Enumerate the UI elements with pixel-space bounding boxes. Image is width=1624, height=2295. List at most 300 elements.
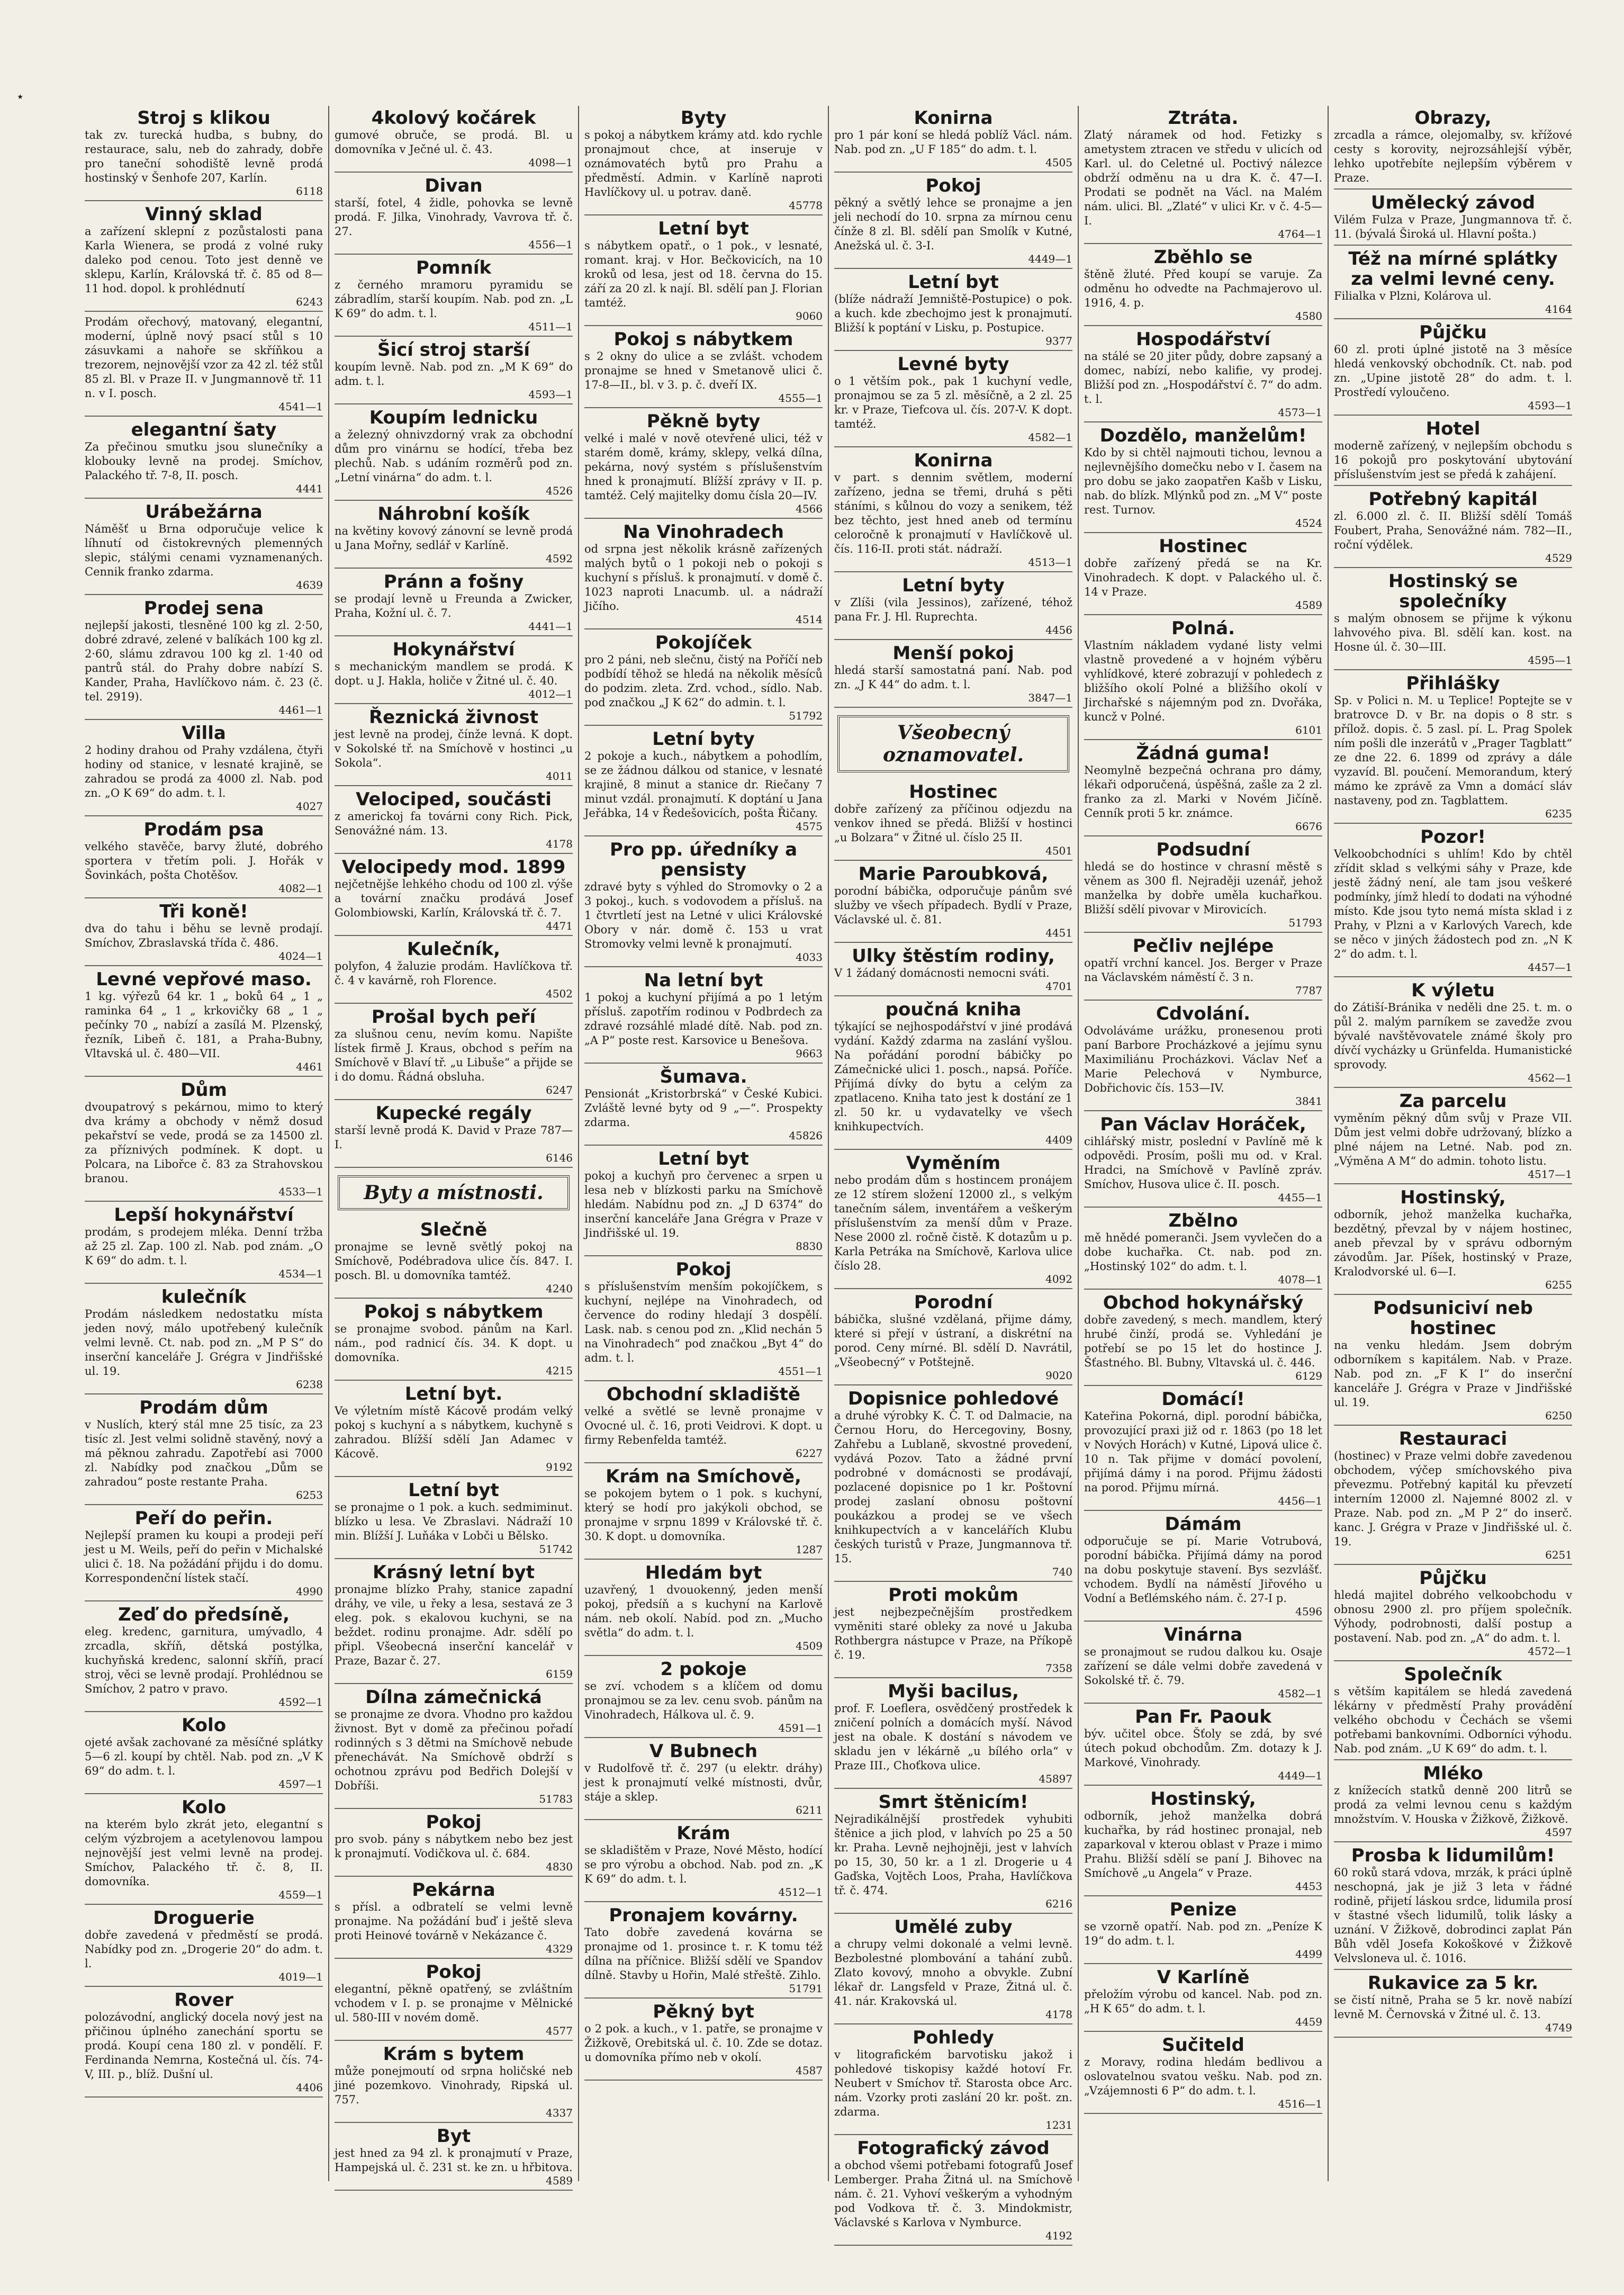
ad-code: 4033 bbox=[796, 951, 823, 964]
ad-code: 4449—1 bbox=[1278, 1769, 1322, 1782]
ad-text: s mechanickým mandlem se prodá. K dopt. u J. Hakla, holiče v Žitné ul. č. 40. bbox=[335, 660, 573, 687]
classified-ad bbox=[335, 1300, 573, 1381]
ad-title: Obrazy, bbox=[1414, 107, 1492, 129]
ad-text: Kdo by si chtěl najmouti tichou, levnou a nejlevnějšího domečku nebo v I. časem na pro dobu se jako zaopatřen Kašb v Lisku, nab. do blízk. Mlýnků pod zn. „M V“ poste rest. Turnov. bbox=[1084, 446, 1322, 516]
ad-title: Levné byty bbox=[897, 354, 1009, 375]
ad-code: 4441 bbox=[296, 482, 323, 495]
ad-code: 4455—1 bbox=[1278, 1191, 1322, 1204]
classified-ad bbox=[834, 1290, 1072, 1385]
ad-title: Pěkný byt bbox=[653, 2001, 754, 2022]
ad-text: cihlářský mistr, poslední v Pavlíně mě k odpovědi. Prosím, pošli mu od. v Kral. Hradci, na Smíchově v Pavlíně zpráv. Smíchov, Husova ulice č. II. posch. bbox=[1084, 1135, 1322, 1191]
ad-title: V Bubnech bbox=[649, 1741, 758, 1762]
ad-title: Hostinský se společníky bbox=[1388, 571, 1518, 612]
ad-text: 60 zl. proti úplné jistotě na 3 měsíce hledá venkovský obchodník. Ct. nab. pod zn. „Upine jistotě 28“ do adm. t. l. Prostředí vyloučeno. bbox=[1334, 343, 1572, 399]
classified-ad bbox=[1084, 106, 1322, 244]
ad-text: Vilém Fulza v Praze, Jungmannova tř. č. 11. (bývalá Široká ul. Hlavní pošta.) bbox=[1334, 213, 1572, 240]
ad-code: 4749 bbox=[1545, 2021, 1572, 2034]
ad-title: Pohledy bbox=[913, 2027, 994, 2048]
ad-text: nejčetnějše lehkého chodu od 100 zl. výše a tovární značku prodává Josef Golombiowski, Karlín, Královská tř. č. 7. bbox=[335, 878, 573, 919]
ad-title: V Karlíně bbox=[1157, 1967, 1250, 1988]
ad-code: 4514 bbox=[796, 613, 823, 626]
ad-code: 51792 bbox=[789, 709, 823, 722]
ad-code: 6101 bbox=[1295, 724, 1322, 736]
classified-ad bbox=[335, 2124, 573, 2191]
ad-text: v Zlíši (vila Jessinos), zařízené, téhož pana Fr. J. Hl. Ruprechta. bbox=[834, 596, 1072, 623]
newspaper-page bbox=[79, 106, 1577, 2242]
classified-ad bbox=[335, 502, 573, 569]
ad-text: polyfon, 4 žaluzie prodám. Havlíčkova tř. č. 4 v kavárně, roh Florence. bbox=[335, 960, 573, 987]
classified-ad bbox=[1084, 245, 1322, 326]
ad-text: polozávodní, anglický docela nový jest na přičinou úplného zanechání sportu se prodá. Koupí cena 180 zl. v pondělí. F. Ferdinanda Nemrna, Kostečná ul. čís. 74-V, III. p., blíž. Dušní ul. bbox=[85, 2011, 323, 2081]
ad-text: jest levně na prodej, čínže levná. K dopt. v Sokolské tř. na Smíchově v hostinci „u Sokola“. bbox=[335, 728, 573, 769]
ad-text: a obchod všemi potřebami fotografů Josef Lemberger. Praha Žitná ul. na Smíchově nám. č. 21. Vyhoví veškerým a vyhodným pod Vodkova tř. č. 3. Mindokmistr, Václavské s Karlova v Nymburce. bbox=[834, 2159, 1072, 2229]
classified-ad bbox=[834, 174, 1072, 269]
ad-title: Umělecký závod bbox=[1370, 192, 1536, 213]
ad-text: pokoj a kuchyň pro červenec a srpen u lesa neb v blízkosti parku na Smíchově hledám. Nabídnu pod zn. „J D 6374“ do inserční kanceláře Jana Grégra v Praze v Jindřišské ul. 19. bbox=[584, 1169, 823, 1239]
classified-ad bbox=[834, 573, 1072, 640]
classified-ad bbox=[584, 1147, 823, 1256]
ad-title: Domácí! bbox=[1161, 1389, 1245, 1410]
classified-ad bbox=[335, 705, 573, 786]
ad-text: elegantní, pěkně opatřený, se zvláštním vchodem v I. p. se pronajme v Mělnické ul. 580-III v novém domě. bbox=[335, 1983, 573, 2024]
ad-text: v litografickém barvotisku jakož i pohledové tiskopisy každé hotoví Fr. Neubert v Smíchov tř. Starosta obce Arc. nám. Vzorky proti zaslání 20 kr. pošt. zn. zdarma. bbox=[834, 2048, 1072, 2118]
column-4 bbox=[828, 106, 1078, 2242]
ad-text: eleg. kredenc, garnitura, umývadlo, 4 zrcadla, skříň, dětská postýlka, kuchyňská kredenc, salonní skříň, prací stroj, věci se levně prodají. Prohlédnou se Smíchov, 2 patro v pravo. bbox=[85, 1625, 323, 1695]
classified-ad bbox=[584, 727, 823, 836]
ad-title: Letní byt bbox=[408, 1480, 499, 1501]
ad-text: hledá se do hostince v chrasní městě s věnem as 300 fl. Nejraději uzenář, jehož manželka by dobře uměla kuchařkou. Bližší sdělí pivovar v Mirovicích. bbox=[1084, 860, 1322, 916]
ad-text: odborník, jehož manželka kuchařka, bezdětný, převzal by v nájem hostinec, aneb převzal by v správu odborným závodům. Jar. Píšek, hostinský v Praze, Kralodvorské ul. 6—I. bbox=[1334, 1208, 1572, 1278]
ad-text: pronajme se levně světlý pokoj na Smíchově, Podébradova ulice čís. 847. I. posch. Bl. u domovníka tamtéž. bbox=[335, 1240, 573, 1282]
ad-title: Krám s bytem bbox=[383, 2044, 525, 2065]
ad-code: 51742 bbox=[539, 1543, 573, 1555]
ad-text: Sp. v Polici n. M. u Teplice! Poptejte se v bratrovce D. v Br. na dopis o 8 str. s přílož. dopis. č. 5 zasl. pí. L. Prag Spolek ním pošli dle inzerátů v „Prager Tagblatt“ ze dne 22. 6. 1899 od zprávy a dále vyzavíd. Bl. poučení. Memorandum, který mámo ke zprávě za Vmn a domácí sláv nastaveny, pod zn. Tagblattem. bbox=[1334, 694, 1572, 807]
classified-ad bbox=[85, 721, 323, 816]
ad-title: Dozdělo, manželům! bbox=[1099, 425, 1307, 446]
ad-title: Villa bbox=[182, 723, 226, 744]
ad-title: Dámám bbox=[1165, 1514, 1242, 1535]
classified-ad bbox=[1084, 616, 1322, 740]
classified-ad bbox=[85, 967, 323, 1077]
ad-text: o 1 větším pok., pak 1 kuchyní vedle, pronajmou se za 5 zl. měsíčně, a 2 zl. 25 kr. v Praze, Tiefcova ul. čís. 207-V. K dopt. tamtéž. bbox=[834, 375, 1072, 430]
ad-text: z Moravy, rodina hledám bedlivou a oslovatelnou svatou vešku. Nab. pod zn. „Vzájemnosti 6 P“ do adm. t. l. bbox=[1084, 2056, 1322, 2097]
ad-text: pro 2 páni, neb slečnu, čistý na Poříčí neb podbídí těhož se hledá na několik měsíců do podzim. zleta. Zrd. vchod., sídlo. Nab. pod značkou „J K 62“ do admin. t. l. bbox=[584, 653, 823, 709]
ad-text: s pokoj a nábytkem krámy atd. kdo rychle pronajmout chce, at inseruje v oznámovatéch bytů pro Prahu a předměstí. Admin. v Karlíně naproti Havlíčkovy ul. u potrav. daně. bbox=[584, 129, 823, 199]
ad-code: 4457—1 bbox=[1528, 961, 1572, 974]
ad-text: s větším kapitálem se hledá zavedená lékárny v předměstí Prahy provádění velkého obchodu v Čechách se všemi potřebami bankovními. Odborníci výhodu. Nab. pod znám. „U K 69“ do adm. t. l. bbox=[1334, 1685, 1572, 1755]
ad-text: se pronajme ze dvora. Vhodno pro každou živnost. Byt v domě za přečinou pořadí rodinných s 3 dětmi na Smíchově nebude přenechávát. Na Smíchově obdrží s ochotnou zprávu pod Bedřich Dolejší v Dobříši. bbox=[335, 1708, 573, 1792]
classified-ad bbox=[1084, 1623, 1322, 1704]
classified-ad bbox=[584, 106, 823, 215]
ad-title: Prodám psa bbox=[143, 819, 264, 840]
ad-title: Krásný letní byt bbox=[373, 1562, 535, 1583]
ad-code: 4597—1 bbox=[278, 1778, 323, 1790]
ad-title: Penize bbox=[1169, 1899, 1237, 1920]
ad-code: 6146 bbox=[546, 1151, 573, 1164]
ad-code: 4027 bbox=[296, 800, 323, 813]
ad-text: Neomylně bezpečná ochrana pro dámy, lékaři odporučená, úspěšná, zašle za 2 zl. franko za zl. Marki v Novém Jičíně. Cenník proti 5 kr. známce. bbox=[1084, 764, 1322, 820]
ad-text: Tato dobře zavedená kovárna se pronajme od 1. prosince t. r. K tomu též dílna na příčnice. Bližší sdělí ve Spandov dílně. Stavby u Hořin, Malé střeště. Zihlo. bbox=[584, 1926, 823, 1982]
ad-code: 4990 bbox=[296, 1585, 323, 1598]
classified-ad bbox=[584, 409, 823, 519]
ad-text: Náměšť u Brna odporučuje velice k líhnutí od čistokrevných plemenných slepic, stálými cenami vyznamenaných. Cennik franko zdarma. bbox=[85, 523, 323, 578]
ad-title: Levné vepřové maso. bbox=[96, 969, 312, 990]
ad-code: 6211 bbox=[796, 1804, 823, 1816]
ad-code: 4589 bbox=[546, 2174, 573, 2187]
ad-text: za slušnou cenu, nevím komu. Napište lístek firmě J. Kraus, obchod s peřím na Smíchově v Blaví tř. „u Libuše“ a přijde se i do domu. Řádná obsluha. bbox=[335, 1028, 573, 1083]
ad-title: Hostinský, bbox=[1150, 1788, 1256, 1810]
ad-text: pronajme blízko Prahy, stanice zapadní dráhy, ve vile, u řeky a lesa, sestavá ze 3 eleg. pok. s ekalovou kuchyni, se na beždet. rodinu pronajme. Adr. sdělí po připl. Všeobecná inserční kancelář v Praze, Bazar č. 27. bbox=[335, 1583, 573, 1667]
ad-title: Cdvolání. bbox=[1156, 1003, 1251, 1024]
column-2 bbox=[328, 106, 578, 2187]
ad-code: 6247 bbox=[546, 1084, 573, 1096]
ad-text: dobře zavedený, s mech. mandlem, který hrubé činží, prodá se. Vyhledání je potřebí se po 15 let do hostince J. Šťastného. Bl. Bubny, Vltavská ul. č. 446. bbox=[1084, 1313, 1322, 1369]
ad-code: 4178 bbox=[546, 838, 573, 850]
ad-title: Pan Fr. Paouk bbox=[1135, 1706, 1271, 1727]
classified-ad bbox=[584, 1821, 823, 1902]
ad-title: Hostinský, bbox=[1400, 1187, 1506, 1208]
ad-code: 4577 bbox=[546, 2024, 573, 2037]
classified-ad bbox=[1334, 1296, 1572, 1426]
ad-title: Letní byty bbox=[902, 575, 1005, 596]
classified-ad bbox=[335, 637, 573, 704]
ad-text: dva do tahu i běhu se levně prodají. Smíchov, Zbraslavská třída č. 486. bbox=[85, 922, 323, 949]
classified-ad bbox=[1084, 2033, 1322, 2114]
classified-ad bbox=[584, 838, 823, 967]
ad-code: 4593—1 bbox=[528, 388, 573, 401]
ad-title: Kolo bbox=[181, 1715, 227, 1736]
ad-code: 9377 bbox=[1045, 335, 1072, 347]
ad-code: 9663 bbox=[796, 1047, 823, 1060]
ad-text: Nejlepší pramen ku koupi a prodeji peří jest u M. Weils, peří do peřin v Michalské ulici č. 18. Na požádání přijdu i do domu. Korrespondenční lístek stačí. bbox=[85, 1529, 323, 1585]
classified-ad bbox=[335, 338, 573, 404]
ad-title: Společník bbox=[1404, 1664, 1502, 1685]
ad-title: Řeznická živnost bbox=[368, 707, 539, 728]
ad-title: Byty bbox=[680, 107, 727, 129]
ad-text: s přísl. a odbratelí se velmi levně pronajme. Na požádání buď i ještě sleva proti Heinové továrně v Nekázance č. bbox=[335, 1901, 573, 1942]
ad-text: a chrupy velmi dokonalé a velmi levně. Bezbolestné plombování a tahání zubů. Zlato kovový, mnoho a obvykle. Zubní lékař dr. Langsfeld v Praze, Žitná ul. č. 41. nár. Krakovská ul. bbox=[834, 1938, 1072, 2008]
ad-text: tak zv. turecká hudba, s bubny, do restaurace, salu, neb do zahrady, dobře pro taneční sohodiště levně prodá hostinský v Šenhofe 207, Karlín. bbox=[85, 129, 323, 184]
classified-ad bbox=[834, 270, 1072, 351]
ad-text: na stálé se 20 jiter půdy, dobre zapsaný a domec, nabízí, nebo kalifie, vy prodej. Bližší pod zn. „Hospodářství č. 7“ do adm. t. l. bbox=[1084, 350, 1322, 406]
ad-text: se skladištěm v Praze, Nové Město, hodící se pro výrobu a obchod. Nab. pod zn. „K K 69“ do adm. t. l. bbox=[584, 1844, 823, 1885]
classified-ad bbox=[834, 1915, 1072, 2024]
ad-title: Hotel bbox=[1425, 418, 1481, 439]
ad-title: Vyměním bbox=[906, 1153, 1001, 1174]
ad-code: 4471 bbox=[546, 920, 573, 932]
classified-ad bbox=[1084, 741, 1322, 836]
ad-title: Dům bbox=[181, 1079, 227, 1101]
classified-ad bbox=[1084, 1787, 1322, 1896]
ad-text: dobře zavedená v předměstí se prodá. Nabídky pod zn. „Drogerie 20“ do adm. t. l. bbox=[85, 1929, 323, 1970]
ad-title: Ulky štěstím rodiny, bbox=[852, 946, 1055, 967]
classified-ad bbox=[335, 174, 573, 255]
classified-ad bbox=[85, 313, 323, 417]
ad-title: Urábežárna bbox=[145, 501, 263, 523]
classified-ad bbox=[834, 1583, 1072, 1678]
ad-title: Hostinec bbox=[1159, 536, 1248, 557]
ad-title: Letní byty bbox=[652, 728, 755, 750]
ad-text: Prodám ořechový, matovaný, elegantní, moderní, úplně nový psací stůl s 10 zásuvkami a nahoře se skříňkou a trezorem, nejnovější vzor za 42 zl. též stůl 85 zl. Bl. v Praze II. v Jungmannově tř. 11 n. v I. posch. bbox=[85, 316, 323, 400]
ad-title: Prošal bych peří bbox=[371, 1006, 536, 1028]
ad-text: z černého mramoru pyramidu se zábradlím, starší koupím. Nab. pod zn. „L K 69“ do adm. t. l. bbox=[335, 278, 573, 320]
classified-ad bbox=[1084, 1002, 1322, 1111]
classified-ad bbox=[335, 1218, 573, 1299]
ad-title: Pěkně byty bbox=[646, 411, 761, 432]
ad-title: Tři koně! bbox=[159, 901, 248, 922]
classified-ad bbox=[1334, 417, 1572, 486]
ad-text: se pronajmout se rudou dalkou ku. Osaje zařízení se dále velmi dobře zavedená v Sokolské tř. č. 79. bbox=[1084, 1645, 1322, 1687]
ad-code: 4012—1 bbox=[528, 688, 573, 700]
ad-text: na venku hledám. Jsem dobrým odborníkem s kapitálem. Nab. v Praze. Nab. pod zn. „F K I“ do inserční kanceláře J. Grégra v Praze v Jindřišské ul. 19. bbox=[1334, 1339, 1572, 1409]
ad-text: ojeté avšak zachované za měsíčné splátky 5—6 zl. koupí by chtěl. Nab. pod zn. „V K 69“ do adm. t. l. bbox=[85, 1736, 323, 1777]
ad-code: 6255 bbox=[1545, 1279, 1572, 1291]
ad-text: (blíže nádraží Jemniště-Postupice) o pok. a kuch. kde zbechojmo jest k pronajmutí. Bližší k poptání v Lisku, p. Postupice. bbox=[834, 293, 1072, 334]
ad-title: Rukavice za 5 kr. bbox=[1367, 1973, 1539, 1994]
ad-title: Pekárna bbox=[412, 1879, 495, 1901]
ad-title: Peří do peřin. bbox=[134, 1508, 273, 1529]
ad-text: v Nuslích, který stál mne 25 tisíc, za 23 tisíc zl. Jest velmi solidně stavěný, nový a má pěknou zahradu. Zapotřebí asi 7000 zl. Nabídky pod značkou „Dům se zahradou“ poste restante Praha. bbox=[85, 1418, 323, 1488]
ad-text: pro 1 pár koní se hledá poblíž Václ. nám. Nab. pod zn. „U F 185“ do adm. t. l. bbox=[834, 129, 1072, 156]
ad-text: 60 roků stará vdova, mrzák, k práci úplně neschopná, jak je již 3 leta v řádné rodině, přijetí láskou srdce, lidumila prosí v štastné všech lidumilů, tolik lásky a uznání. V Žižkově, dobrodinci zaplat Pán Bůh vděl Josefa Kokoškové v Žižkově Velvsloneva ul. č. 1016. bbox=[1334, 1866, 1572, 1965]
ad-text: se zví. vchodem s a klíčem od domu pronajmou se za lev. cenu svob. pánům na Vinohradech, Hálkova ul. č. 9. bbox=[584, 1680, 823, 1721]
ad-title: Pokoj bbox=[426, 1812, 482, 1833]
ad-text: Za přečinou smutku jsou slunečníky a klobouky levně na prodej. Smíchov, Palackého tř. 7-8, II. posch. bbox=[85, 440, 323, 482]
ad-text: pěkný a světlý lehce se pronajme a jen jeli nechodí do 10. srpna za mírnou cenu čínže 8 zl. Bl. sdělí pan Smolík v Kutné, Anežská ul. č. 3-I. bbox=[834, 196, 1072, 252]
ad-code: 4551—1 bbox=[778, 1365, 823, 1378]
ad-title: Prodej sena bbox=[143, 598, 264, 619]
ad-code: 45897 bbox=[1039, 1772, 1072, 1785]
ad-title: Kulečník, bbox=[407, 939, 501, 960]
classified-ad bbox=[834, 1679, 1072, 1789]
ad-text: do Zátiší-Bránika v neděli dne 25. t. m. o půl 2. malým parníkem se zavedže zvou bývalé navštěvovatele známé školy pro dívčí vycházky u Grünfelda. Humanistické sprovody. bbox=[1334, 1001, 1572, 1071]
ad-code: 4555—1 bbox=[778, 392, 823, 404]
ad-text: zrcadla a rámce, olejomalby, sv. křížové cesty s korovity, nejrozsáhlejší výběr, lehko upotřebíte nejlepším výběrem v Praze. bbox=[1334, 129, 1572, 184]
classified-ad bbox=[85, 899, 323, 966]
classified-ad bbox=[335, 2042, 573, 2123]
ad-text: velkého stavěče, barvy žluté, dobrého sportera v třetím poli. J. Hořák v Šovinkách, pošta Chotěšov. bbox=[85, 840, 323, 881]
ad-code: 4461—1 bbox=[278, 704, 323, 716]
ad-title: Umělé zuby bbox=[894, 1916, 1013, 1938]
ad-title: Potřebný kapitál bbox=[1368, 489, 1538, 510]
ad-text: mě hnědé pomeranči. Jsem vyvlečen do a dobe kuchařka. Ct. nab. pod zn. „Hostinský 102“ do adm. t. l. bbox=[1084, 1231, 1322, 1273]
ad-title: Lepší hokynářství bbox=[114, 1204, 294, 1226]
ad-text: z americkoj fa továrni cony Rich. Pick, Senovážné nám. 13. bbox=[335, 810, 573, 837]
ad-title: Pronajem kovárny. bbox=[609, 1905, 798, 1926]
ad-code: 4409 bbox=[1045, 1133, 1072, 1146]
ad-title: Šumava. bbox=[660, 1066, 747, 1087]
classified-ad bbox=[1084, 1897, 1322, 1964]
ad-title: Konirna bbox=[914, 107, 993, 129]
classified-ad bbox=[1084, 1965, 1322, 2032]
classified-ad bbox=[1334, 978, 1572, 1088]
ad-text: o 2 pok. a kuch., v 1. patře, se pronajme v Žižkově, Orebitská ul. č. 10. Zde se dotaz. u domovníka přímo neb v okolí. bbox=[584, 2022, 823, 2064]
ad-code: 6159 bbox=[546, 1668, 573, 1680]
ad-title: Rover bbox=[174, 1990, 233, 2011]
ad-code: 4441—1 bbox=[528, 620, 573, 633]
classified-ad bbox=[85, 1285, 323, 1394]
ad-code: 4764—1 bbox=[1278, 228, 1322, 240]
classified-ad bbox=[1334, 1662, 1572, 1760]
ad-title: Zeď do předsíně, bbox=[118, 1604, 290, 1625]
ad-text: se prodají levně u Freunda a Zwicker, Praha, Kožní ul. č. 7. bbox=[335, 592, 573, 619]
ad-text: prof. F. Loeflera, osvědčený prostředek k zničení polních a domácích myší. Návod jest na obale. K dostání s návodem ve skladu jen v lékárně „u bílého orla“ v Praze III., Choťkova ulice. bbox=[834, 1702, 1072, 1772]
classified-ad bbox=[335, 1478, 573, 1559]
ad-text: velké i malé v nově otevřené ulici, též v starém domě, krámy, sklepy, velká dílna, pekárna, nový systém s příslušenstvím hned k pronajmutí. Blížší zprávy v II. p. tamtéž. Celý majitelky domu čísla 20—IV. bbox=[584, 432, 823, 502]
ad-code: 6238 bbox=[296, 1378, 323, 1391]
ad-title: Přihlášky bbox=[1406, 673, 1500, 694]
ad-text: uzavřený, 1 dvouokenný, jeden menší pokoj, předsíň a s kuchyní na Karlově nám. neb okolí. Nabíd. pod zn. „Mucho světla“ do adm. t. l. bbox=[584, 1583, 823, 1639]
ad-code: 4517—1 bbox=[1528, 1168, 1572, 1181]
ad-text: se čistí nitně, Praha se 5 kr. nově nabízí levně M. Černovská v Žitné ul. č. 13. bbox=[1334, 1994, 1572, 2021]
ad-code: 4451 bbox=[1045, 926, 1072, 939]
classified-ad bbox=[584, 520, 823, 629]
ad-code: 4587 bbox=[796, 2064, 823, 2077]
ad-text: hledá starší samostatná paní. Nab. pod zn. „J K 44“ do adm. t. l. bbox=[834, 664, 1072, 691]
classified-ad bbox=[85, 1506, 323, 1601]
ad-title: Pokoj s nábytkem bbox=[364, 1301, 544, 1322]
ad-title: Též na mírné splátky za velmi levné ceny. bbox=[1348, 248, 1558, 290]
classified-ad bbox=[1334, 1843, 1572, 1970]
ad-title: kulečník bbox=[161, 1286, 247, 1308]
classified-ad bbox=[1084, 934, 1322, 1001]
ad-code: 4701 bbox=[1045, 980, 1072, 993]
ad-text: a železný ohnivzdorný vrak za obchodní dům pro vinárnu se hodící, třeba bez plechů. Nab. s udáním rozměrů pod zn. „Letní vinárna“ do adm. t. l. bbox=[335, 428, 573, 484]
classified-ad bbox=[1084, 1512, 1322, 1622]
ad-text: přeložím výrobu od kancel. Nab. pod zn. „H K 65“ do adm. t. l. bbox=[1084, 1988, 1322, 2015]
classified-ad bbox=[1334, 1185, 1572, 1295]
ad-title: Velociped, součásti bbox=[356, 789, 552, 810]
ad-text: zl. 6.000 zl. č. II. Bližší sdělí Tomáš Foubert, Praha, Senovážné nám. 782—II., roční výdělek. bbox=[1334, 510, 1572, 551]
ad-title: Hostinec bbox=[909, 781, 998, 803]
classified-ad bbox=[834, 944, 1072, 996]
ad-text: bábička, slušné vzdělaná, přijme dámy, které si přejí v ústraní, a diskrétní na porod. Ceny mírné. Bl. sdělí D. Navrátil, „Všeobecný“ v Potštejně. bbox=[834, 1313, 1072, 1369]
ad-text: vyměním pěkný dům svůj v Praze VII. Dům jest velmi dobře udržovaný, blízko a plné nájem na Letné. Nab. pod zn. „Výměna A M“ do admin. tohoto listu. bbox=[1334, 1112, 1572, 1167]
ad-title: Droguerie bbox=[153, 1907, 255, 1929]
classified-ad bbox=[1084, 327, 1322, 422]
ad-title: Žádná guma! bbox=[1136, 743, 1270, 764]
column-1 bbox=[79, 106, 328, 2181]
ad-text: Zlatý náramek od hod. Fetizky s ametystem ztracen ve středu v ulicích od Karl. ul. do Celetné ul. Poctivý nálezce obdrží odměnu na u dra K. č. 47—I. Prodati se podnět na Václ. na Malém nám. ulici. Bl. „Zlaté“ v ulici Kr. v č. 4-5—I. bbox=[1084, 129, 1322, 227]
ad-text: porodní bábička, odporučuje pánům své služby ve všech případech. Bydlí v Praze, Václavské ul. č. 81. bbox=[834, 885, 1072, 926]
classified-ad bbox=[85, 418, 323, 499]
ad-code: 4830 bbox=[546, 1860, 573, 1873]
ad-code: 7787 bbox=[1295, 984, 1322, 997]
ad-title: Pokoj bbox=[925, 175, 981, 196]
classified-ad bbox=[1084, 838, 1322, 933]
ad-title: Na letní byt bbox=[644, 970, 763, 991]
ad-text: na květiny kovový zánovní se levně prodá u Jana Mořny, sedlář v Karlíně. bbox=[335, 525, 573, 552]
ad-text: Filialka v Plzni, Kolárova ul. bbox=[1334, 290, 1492, 302]
ad-title: Pránn a fošny bbox=[383, 571, 524, 592]
ad-text: s malým obnosem se přijme k výkonu lahvového piva. Bl. sdělí kan. kost. na Hosne úl. č. 30—III. bbox=[1334, 612, 1572, 653]
classified-ad bbox=[1334, 1089, 1572, 1184]
ad-title: Zbělno bbox=[1168, 1210, 1238, 1231]
ad-title: Sučiteld bbox=[1162, 2035, 1244, 2056]
ad-code: 4178 bbox=[1045, 2008, 1072, 2021]
classified-ad bbox=[1334, 1566, 1572, 1661]
ad-title: Vinárna bbox=[1163, 1624, 1243, 1645]
ad-code: 9192 bbox=[546, 1461, 573, 1473]
ad-title: Myši bacilus, bbox=[888, 1681, 1019, 1702]
ad-text: z knížecích statků denně 200 litrů se prodá za velmi levnou cenu s každým množstvím. V. Houska v Žižkově, Žižkově. bbox=[1334, 1784, 1572, 1825]
classified-ad bbox=[335, 1810, 573, 1877]
classified-ad bbox=[1084, 1291, 1322, 1386]
ad-title: Restauraci bbox=[1399, 1428, 1508, 1450]
ad-code: 4019—1 bbox=[278, 1970, 323, 1983]
ad-title: Dopisnice pohledové bbox=[847, 1388, 1059, 1409]
classified-ad bbox=[1084, 1112, 1322, 1208]
ad-code: 4453 bbox=[1295, 1880, 1322, 1893]
ad-code: 4329 bbox=[546, 1942, 573, 1955]
ad-title: Půjčku bbox=[1419, 1568, 1487, 1589]
classified-ad bbox=[85, 1396, 323, 1505]
classified-ad bbox=[834, 862, 1072, 943]
classified-ad bbox=[1084, 534, 1322, 615]
classified-ad bbox=[335, 570, 573, 636]
classified-ad bbox=[584, 631, 823, 726]
ad-title: Marie Paroubková, bbox=[858, 863, 1049, 885]
ad-text: na kterém bylo zkrát jeto, elegantní s celým výzbrojem a acetylenovou lampou nejnovější jest velmi levně na prodej. Smíchov, Palackého tř. č. 8, II. domovníka. bbox=[85, 1818, 323, 1888]
ad-text: opatří vrchní kancel. Jos. Berger v Praze na Václavském náměstí č. 3 n. bbox=[1084, 957, 1322, 984]
ad-title: 4kolový kočárek bbox=[371, 107, 536, 129]
classified-ad bbox=[335, 1960, 573, 2041]
classified-ad bbox=[834, 448, 1072, 572]
ad-code: 4573—1 bbox=[1278, 406, 1322, 419]
ad-text: koupím levně. Nab. pod zn. „M K 69“ do adm. t. l. bbox=[335, 361, 573, 388]
classified-ad bbox=[85, 202, 323, 312]
ad-code: 6253 bbox=[296, 1489, 323, 1501]
ad-code: 6251 bbox=[1545, 1549, 1572, 1561]
ad-code: 6250 bbox=[1545, 1409, 1572, 1422]
ad-title: Prosba k lidumilům! bbox=[1351, 1845, 1555, 1866]
classified-ad bbox=[85, 1713, 323, 1794]
ad-code: 51791 bbox=[789, 1982, 823, 1995]
ad-title: Polná. bbox=[1171, 618, 1235, 639]
ad-code: 4534—1 bbox=[278, 1267, 323, 1280]
ad-title: poučná kniha bbox=[885, 999, 1022, 1020]
classified-ad bbox=[584, 968, 823, 1064]
ad-code: 3841 bbox=[1295, 1095, 1322, 1108]
ad-text: s příslušenstvím menším pokojíčkem, s kuchyní, nejlépe na Vinohradech, od července do rodiny hledají 3 dospělí. Lask. nab. s cenou pod zn. „Klid nechán 5 na Vinohradech“ pod značkou „Byt 4“ do adm. t. l. bbox=[584, 1280, 823, 1364]
ad-text: Prodám následkem nedostatku místa jeden nový, málo upotřebený kulečník velmi levně. Ct. nab. pod zn. „M P S“ do inserční kanceláře J. Grégra v Jindřišské ul. 19. bbox=[85, 1308, 323, 1378]
classified-ad bbox=[335, 1101, 573, 1168]
page-corner-mark: ⋆ bbox=[16, 89, 25, 105]
ad-title: Stroj s klikou bbox=[137, 107, 270, 129]
classified-ad bbox=[85, 1603, 323, 1712]
ad-title: Náhrobní košík bbox=[377, 503, 530, 525]
ad-code: 4024—1 bbox=[278, 950, 323, 962]
ad-code: 4456—1 bbox=[1278, 1495, 1322, 1507]
classified-ad bbox=[834, 997, 1072, 1150]
ad-title: Proti mokům bbox=[888, 1585, 1018, 1606]
ad-text: odborník, jehož manželka dobrá kuchařka, by rád hostinec pronajal, neb zaparkoval v kterou oblast v Praze i mimo Prahu. Bližší sdělí se paní J. Bihovec na Smíchově „u Angela“ v Praze. bbox=[1084, 1810, 1322, 1879]
ad-title: Letní byt bbox=[658, 1148, 749, 1169]
ad-code: 1287 bbox=[796, 1543, 823, 1556]
ad-code: 4597 bbox=[1545, 1826, 1572, 1839]
ad-title: Letní byt bbox=[658, 218, 749, 239]
ad-code: 4526 bbox=[546, 484, 573, 497]
classified-ad bbox=[85, 1203, 323, 1284]
ad-text: starší levně prodá K. David v Praze 787—I. bbox=[335, 1124, 573, 1151]
classified-ad bbox=[335, 937, 573, 1004]
ad-title: Letní byt. bbox=[404, 1383, 503, 1405]
ad-code: 51793 bbox=[1288, 916, 1322, 929]
ad-code: 4092 bbox=[1045, 1273, 1072, 1285]
classified-ad bbox=[1084, 1387, 1322, 1511]
ad-code: 4459 bbox=[1295, 2015, 1322, 2028]
ad-text: moderně zařízený, v nejlepším obchodu s 16 pokojů pro poskytování ubytování příslušenstvím jest se předá k zahájení. bbox=[1334, 439, 1572, 481]
